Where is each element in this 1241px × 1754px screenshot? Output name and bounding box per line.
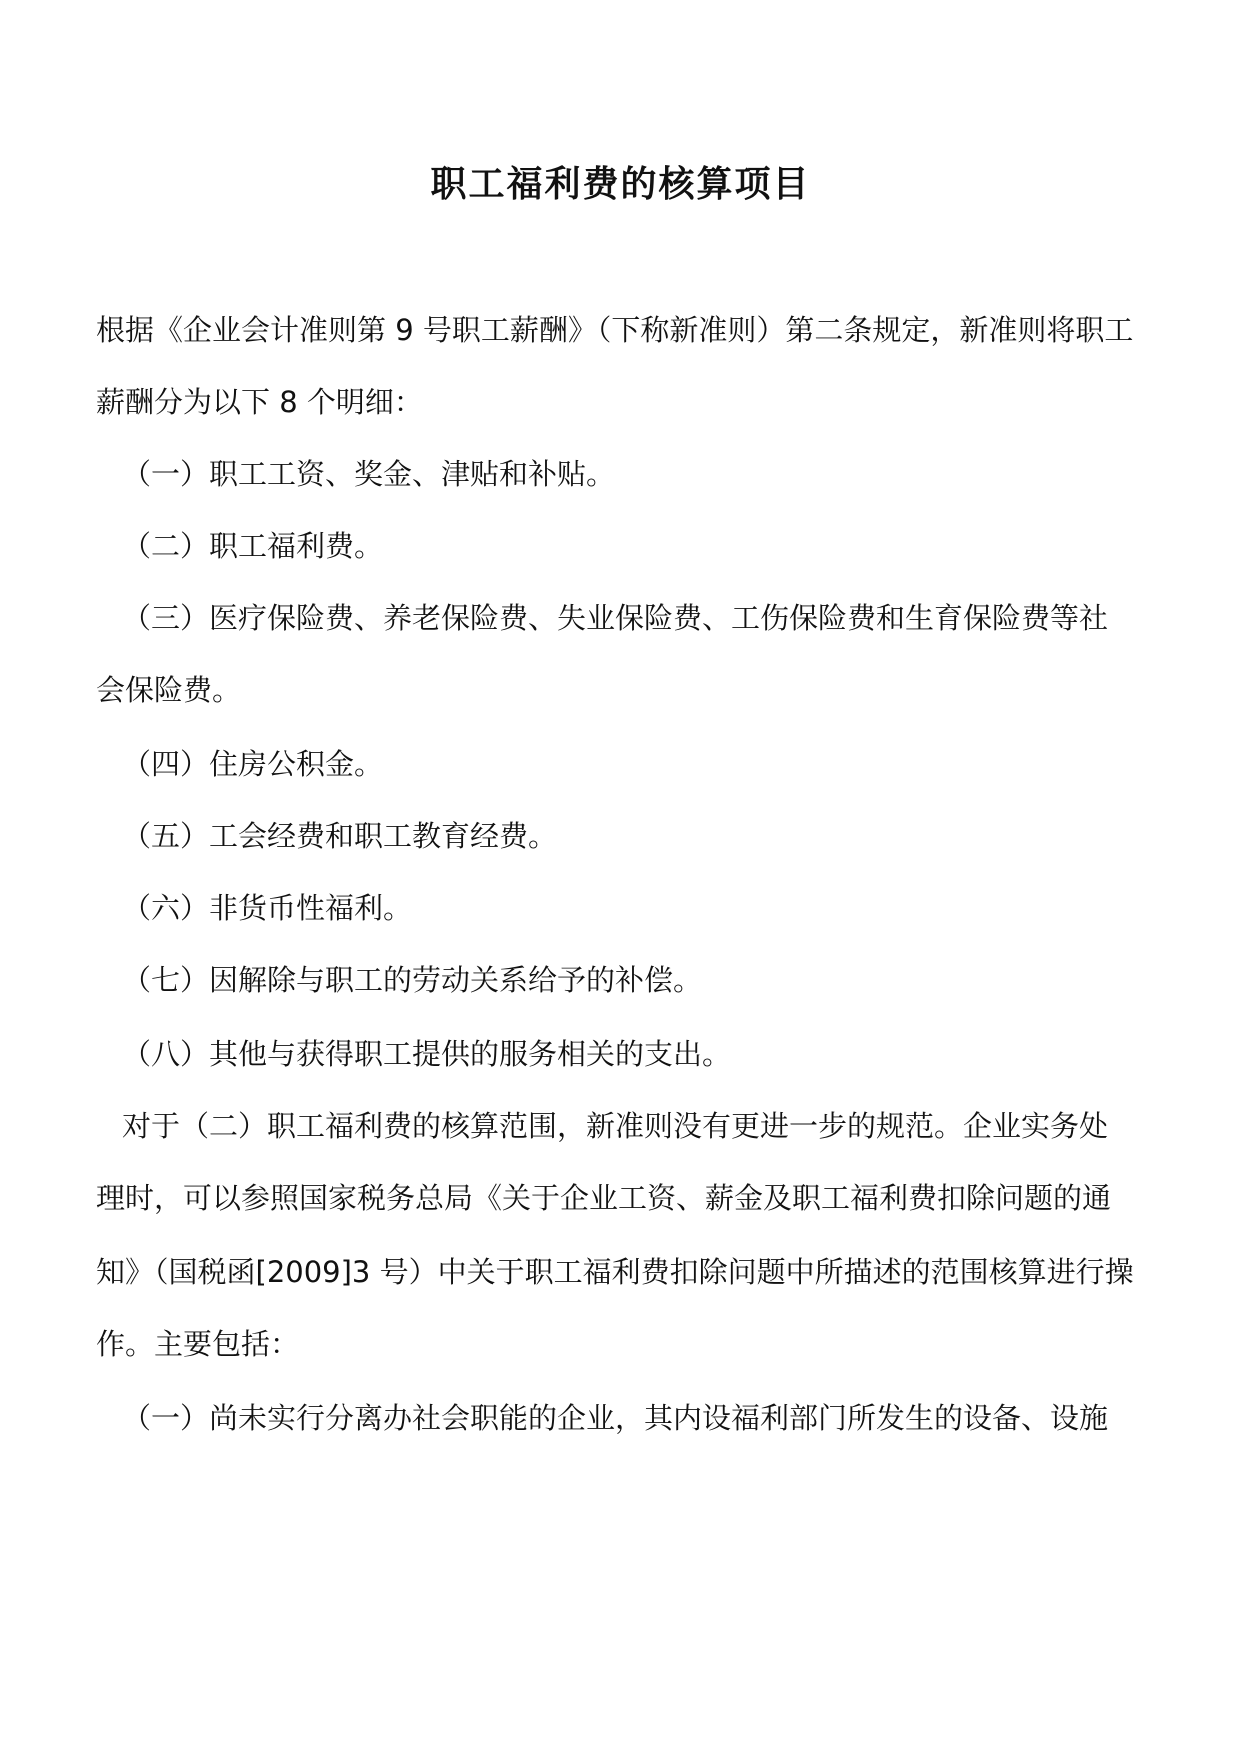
paragraph-line: （一）尚未实行分离办社会职能的企业，其内设福利部门所发生的设备、设施 <box>122 1401 1109 1435</box>
paragraph-line: （四）住房公积金。 <box>122 747 384 781</box>
paragraph-line: 根据《企业会计准则第 9 号职工薪酬》（下称新准则）第二条规定，新准则将职工 <box>96 313 1134 347</box>
paragraph-line: （七）因解除与职工的劳动关系给予的补偿。 <box>122 963 703 997</box>
paragraph-line: 知》（国税函[2009]3 号）中关于职工福利费扣除问题中所描述的范围核算进行操 <box>96 1255 1134 1289</box>
paragraph-line: （八）其他与获得职工提供的服务相关的支出。 <box>122 1037 732 1071</box>
paragraph-line: 薪酬分为以下 8 个明细： <box>96 385 423 419</box>
paragraph-line: 会保险费。 <box>96 673 242 707</box>
paragraph-line: 理时，可以参照国家税务总局《关于企业工资、薪金及职工福利费扣除问题的通 <box>96 1181 1112 1215</box>
paragraph-line: （一）职工工资、奖金、津贴和补贴。 <box>122 457 616 491</box>
paragraph-line: 作。主要包括： <box>96 1327 300 1361</box>
paragraph-line: （五）工会经费和职工教育经费。 <box>122 819 558 853</box>
paragraph-line: （三）医疗保险费、养老保险费、失业保险费、工伤保险费和生育保险费等社 <box>122 601 1109 635</box>
paragraph-line: （二）职工福利费。 <box>122 529 384 563</box>
paragraph-line: 对于（二）职工福利费的核算范围，新准则没有更进一步的规范。企业实务处 <box>122 1109 1109 1143</box>
document-title: 职工福利费的核算项目 <box>430 163 811 205</box>
paragraph-line: （六）非货币性福利。 <box>122 891 413 925</box>
